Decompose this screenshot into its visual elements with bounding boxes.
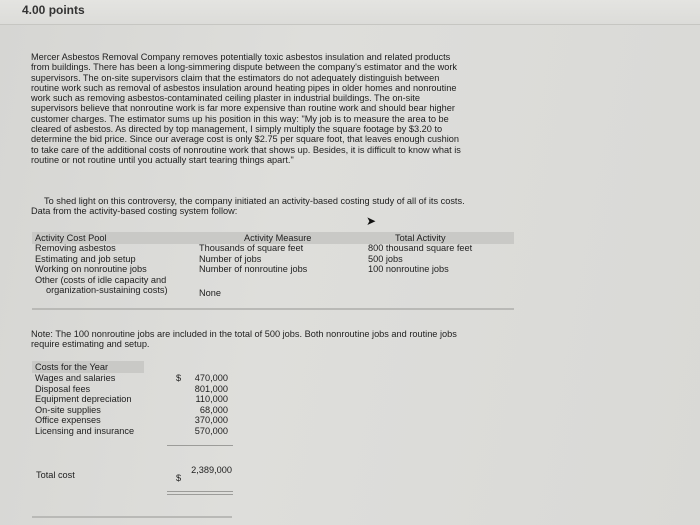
paragraph-line: routine or not routine until you actually start tearing things apart.": [31, 154, 294, 165]
total-cost-label: Total cost: [36, 470, 75, 480]
points-label: 4.00 points: [22, 3, 85, 17]
dollar-sign: $: [176, 373, 182, 383]
cost-amount: 68,000: [199, 404, 228, 415]
note-paragraph: [31, 329, 511, 350]
paragraph-line: from buildings. There has been a long-simmering dispute between the company's estimator and the work: [31, 62, 457, 73]
paragraph-line: supervisors believe that nonroutine work is far more expensive than routine work and should bear higher: [31, 103, 455, 114]
cost-label: Office expenses: [35, 415, 101, 425]
activity-table: [32, 232, 514, 304]
paragraph-line: customer charges. The estimator sums up his position in this way: "My job is to measure the area to be: [31, 113, 449, 124]
activity-total-cell: 800 thousand square feet: [368, 243, 473, 253]
paragraph-line: Note: The 100 nonroutine jobs are included in the total of 500 jobs. Both nonroutine jobs and routine jobs: [31, 329, 457, 339]
total-double-underline: [167, 491, 233, 492]
col-header-total: Total Activity: [395, 233, 446, 243]
cost-label: Licensing and insurance: [35, 425, 135, 436]
activity-measure-cell: None: [199, 288, 221, 298]
activity-pool-cell: Estimating and job setup: [35, 253, 136, 264]
activity-pool-cell: Working on nonroutine jobs: [35, 264, 147, 274]
activity-pool-cell: Other (costs of idle capacity and: [35, 274, 167, 285]
cost-amount: 370,000: [194, 415, 228, 425]
activity-total-cell: 100 nonroutine jobs: [368, 264, 449, 274]
paragraph-line: supervisors. The on-site supervisors claim that the estimators do not adequately distinguish between: [31, 72, 440, 83]
paragraph-line: Data from the activity-based costing system follow:: [31, 206, 238, 217]
activity-pool-cell: Removing asbestos: [35, 243, 116, 253]
mouse-cursor-icon: ➤: [366, 214, 377, 228]
col-header-measure: Activity Measure: [244, 233, 312, 243]
activity-total-cell: 500 jobs: [368, 253, 403, 264]
paragraph-line: cleared of asbestos. As directed by top management, I simply multiply the square footage by $3.20 to: [31, 124, 443, 135]
paragraph-line: Mercer Asbestos Removal Company removes potentially toxic asbestos insulation and related products: [31, 52, 451, 62]
paragraph-line: work such as removing asbestos-contaminated ceiling plaster in industrial buildings. The on-site: [31, 93, 420, 104]
total-double-underline: [167, 494, 233, 495]
col-header-pool: Activity Cost Pool: [35, 233, 107, 243]
cost-label: Disposal fees: [35, 383, 91, 394]
paragraph-line: require estimating and setup.: [31, 339, 150, 350]
question-header: [0, 0, 700, 25]
table-divider: [32, 516, 232, 518]
cost-label: Wages and salaries: [35, 373, 116, 383]
activity-measure-cell: Thousands of square feet: [199, 243, 304, 253]
activity-pool-cell: organization-sustaining costs): [46, 285, 168, 295]
table-divider: [32, 308, 514, 310]
activity-measure-cell: Number of nonroutine jobs: [199, 264, 308, 274]
intro-paragraph: [31, 196, 521, 217]
paragraph-line: To shed light on this controversy, the company initiated an activity-based costing study of all of its costs.: [44, 196, 465, 206]
paragraph-line: determine the bid price. Since our average cost is only $2.75 per square foot, that leaves enough cushion: [31, 134, 459, 145]
cost-amount: 570,000: [194, 425, 228, 436]
cost-amount: 470,000: [194, 373, 228, 383]
total-cost-amount: 2,389,000: [191, 465, 232, 475]
total-dollar-sign: $: [176, 473, 182, 483]
subtotal-underline: [167, 445, 233, 446]
cost-amount: 110,000: [195, 394, 228, 404]
costs-header-label: Costs for the Year: [35, 362, 109, 372]
activity-measure-cell: Number of jobs: [199, 253, 262, 264]
problem-paragraph: [31, 52, 511, 165]
paragraph-line: to take care of the additional costs of nonroutine work that shows up. Besides, it is difficult to know what is: [31, 144, 461, 155]
cost-amount: 801,000: [194, 383, 228, 394]
cost-label: Equipment depreciation: [35, 394, 132, 404]
cost-label: On-site supplies: [35, 404, 101, 415]
paragraph-line: routine work such as removal of asbestos insulation around heating pipes in older homes and nonroutine: [31, 82, 457, 93]
